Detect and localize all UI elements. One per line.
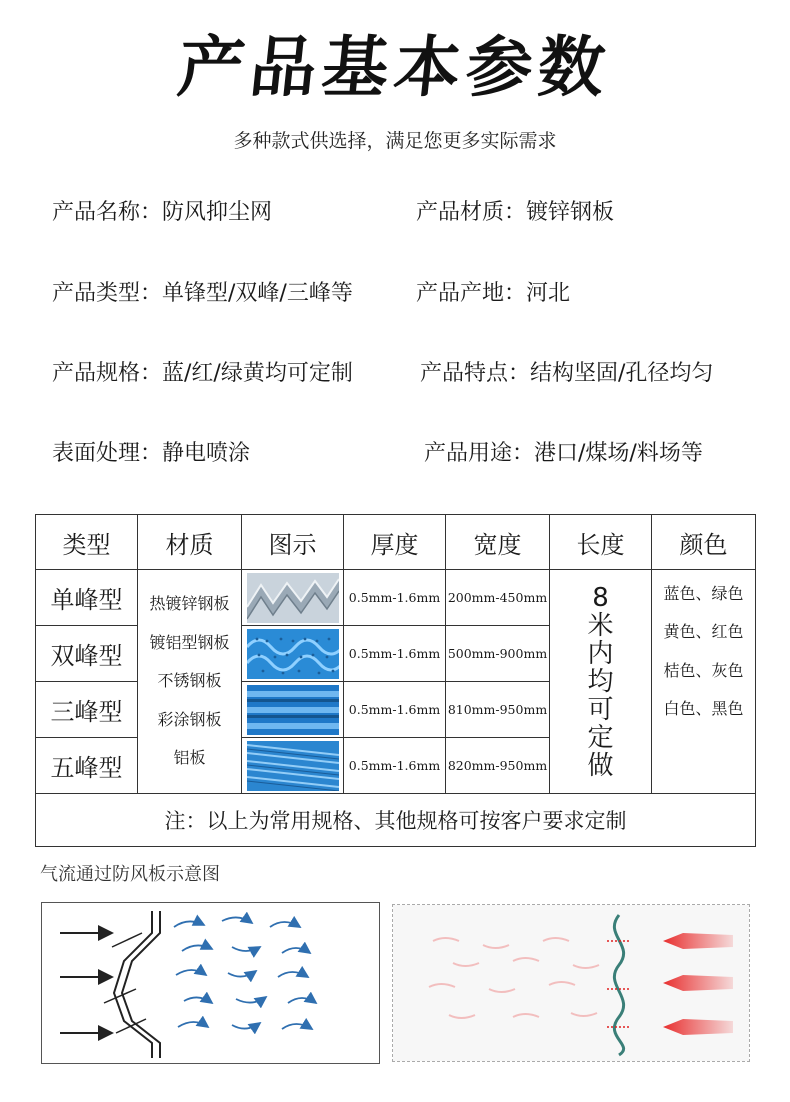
length-cell bbox=[550, 570, 652, 794]
airflow-sketch-drawing bbox=[42, 903, 379, 1063]
header-illustration: 图示 bbox=[242, 515, 344, 570]
material-item: 彩涂钢板 bbox=[157, 709, 222, 729]
param-product-type: 产品类型：单锋型/双峰/三峰等 bbox=[52, 281, 353, 306]
five-peak-panel-photo bbox=[247, 741, 339, 791]
header-type: 类型 bbox=[36, 515, 138, 570]
row-thickness: 0.5mm-1.6mm bbox=[344, 738, 446, 794]
color-item: 白色、黑色 bbox=[663, 699, 744, 718]
color-item: 蓝色、绿色 bbox=[663, 583, 744, 603]
row-type: 双峰型 bbox=[36, 626, 138, 682]
param-surface-treatment: 表面处理：静电喷涂 bbox=[52, 441, 251, 466]
material-item: 镀铝型钢板 bbox=[149, 632, 230, 652]
param-product-name: 产品名称：防风抑尘网 bbox=[52, 200, 273, 225]
airflow-diagram-sketch bbox=[41, 902, 380, 1064]
row-width: 820mm-950mm bbox=[446, 738, 550, 794]
color-item: 黄色、红色 bbox=[663, 622, 744, 641]
row-width: 500mm-900mm bbox=[446, 626, 550, 682]
illustration-five-peak bbox=[242, 738, 344, 794]
page-subtitle: 多种款式供选择，满足您更多实际需求 bbox=[233, 130, 557, 152]
header-color: 颜色 bbox=[652, 515, 756, 570]
param-product-material: 产品材质：镀锌钢板 bbox=[416, 200, 615, 225]
length-char: 米 bbox=[587, 610, 614, 641]
row-type: 三峰型 bbox=[36, 682, 138, 738]
color-item: 桔色、灰色 bbox=[663, 660, 744, 680]
table-note: 注：以上为常用规格、其他规格可按客户要求定制 bbox=[36, 794, 756, 847]
row-width: 810mm-950mm bbox=[446, 682, 550, 738]
length-char: 8 bbox=[592, 582, 609, 613]
spec-table bbox=[35, 514, 756, 847]
page-title: 产品基本参数 bbox=[174, 29, 615, 106]
single-peak-panel-photo bbox=[247, 573, 339, 623]
row-type: 单峰型 bbox=[36, 570, 138, 626]
table-row bbox=[36, 570, 756, 626]
header-width: 宽度 bbox=[446, 515, 550, 570]
length-char: 可 bbox=[587, 694, 614, 725]
material-item: 铝板 bbox=[173, 748, 206, 768]
triple-peak-panel-photo bbox=[247, 685, 339, 735]
material-list-cell bbox=[138, 570, 242, 794]
illustration-single-peak bbox=[242, 570, 344, 626]
param-product-origin: 产品产地：河北 bbox=[416, 281, 571, 306]
row-thickness: 0.5mm-1.6mm bbox=[344, 682, 446, 738]
airflow-render-drawing bbox=[393, 905, 749, 1061]
header-material: 材质 bbox=[138, 515, 242, 570]
param-product-spec: 产品规格：蓝/红/绿黄均可定制 bbox=[52, 361, 353, 386]
length-char: 均 bbox=[587, 666, 614, 697]
length-char: 定 bbox=[587, 722, 614, 753]
illustration-triple-peak bbox=[242, 682, 344, 738]
row-type: 五峰型 bbox=[36, 738, 138, 794]
length-char: 内 bbox=[587, 638, 614, 669]
param-product-feature: 产品特点：结构坚固/孔径均匀 bbox=[420, 361, 714, 386]
color-list-cell bbox=[652, 570, 756, 794]
double-peak-panel-photo bbox=[247, 629, 339, 679]
illustration-double-peak bbox=[242, 626, 344, 682]
length-char: 做 bbox=[587, 750, 614, 781]
header-length: 长度 bbox=[550, 515, 652, 570]
material-item: 不锈钢板 bbox=[157, 671, 222, 691]
param-product-usage: 产品用途：港口/煤场/料场等 bbox=[424, 441, 703, 466]
material-item: 热镀锌钢板 bbox=[149, 594, 230, 614]
table-header-row bbox=[36, 515, 756, 570]
header-thickness: 厚度 bbox=[344, 515, 446, 570]
row-thickness: 0.5mm-1.6mm bbox=[344, 626, 446, 682]
diagram-title: 气流通过防风板示意图 bbox=[40, 864, 220, 885]
airflow-diagram-photo bbox=[392, 904, 750, 1062]
table-note-row bbox=[36, 794, 756, 847]
row-thickness: 0.5mm-1.6mm bbox=[344, 570, 446, 626]
row-width: 200mm-450mm bbox=[446, 570, 550, 626]
